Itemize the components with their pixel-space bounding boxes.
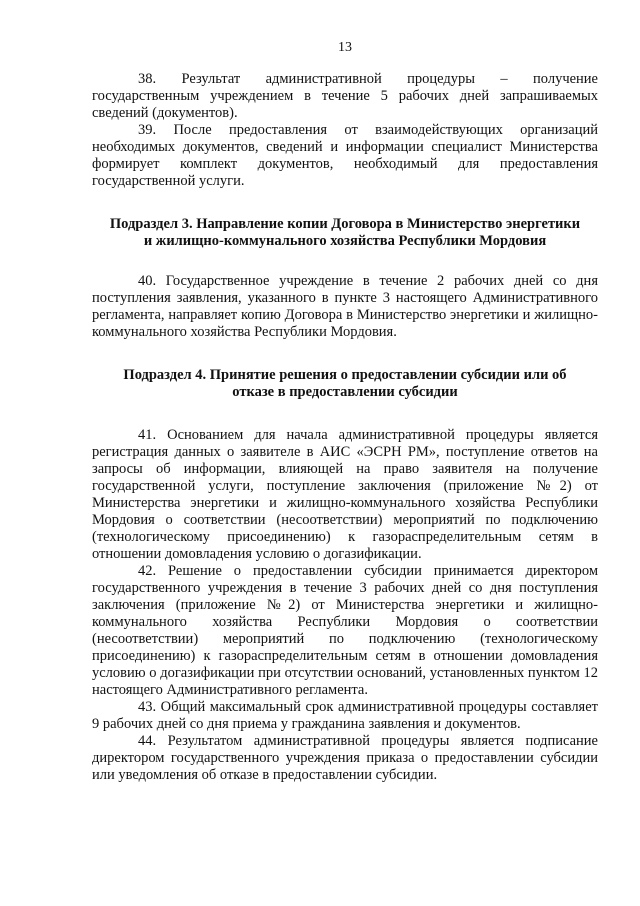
subsection-3-heading-line-2: и жилищно-коммунального хозяйства Республики Мордовия [143, 233, 547, 249]
paragraph-40: 40. Государственное учреждение в течение 2 рабочих дней со дня поступления заявления, указанного в пункте 3 настоящего Административного регламента, направляет копию Договора в Министерство энергетики и жилищно-коммунального хозяйства Республики Мордовия. [92, 273, 598, 340]
paragraph-44: 44. Результатом административной процедуры является подписание директором государственного учреждения приказа о предоставлении субсидии или уведомления об отказе в предоставлении субсидии. [92, 733, 598, 783]
page-number: 13 [338, 40, 352, 55]
paragraph-41: 41. Основанием для начала административной процедуры является регистрация данных о заявителе в АИС «ЭСРН РМ», поступление ответов на запросы об информации, влияющей на право заявителя на получение государственной услуги, поступление заключения (приложение №2) от Министерства энергетики и жилищно-коммунального хозяйства Республики Мордовия о соответствии (несоответствии) мероприятий по подключению (технологическому присоединению) к газораспределительным сетям в отношении домовладения условию о догазификации. [92, 427, 598, 562]
paragraph-38: 38. Результат административной процедуры – получение государственным учреждением в течение 5 рабочих дней запрашиваемых сведений (документов). [92, 71, 598, 121]
subsection-4-heading-line-2: отказе в предоставлении субсидии [232, 384, 458, 400]
paragraph-42: 42. Решение о предоставлении субсидии принимается директором государственного учреждения в течение 3 рабочих дней со дня поступления заключения (приложение №2) от Министерства энергетики и жилищно-коммунального хозяйства Республики Мордовия о соответствии (несоответствии) мероприятий по подключению (технологическому присоединению) к газораспределительным сетям в отношении домовладения условию о догазификации при отсутствии оснований, установленных пунктом 12 настоящего Административного регламента. [92, 563, 598, 698]
paragraph-43: 43. Общий максимальный срок административной процедуры составляет 9 рабочих дней со дня приема у гражданина заявления и документов. [92, 699, 598, 732]
subsection-3-heading-line-1: Подраздел 3. Направление копии Договора в Министерство энергетики [109, 216, 581, 232]
paragraph-39: 39. После предоставления от взаимодействующих организаций необходимых документов, сведений и информации специалист Министерства формирует комплект документов, необходимый для предоставления государственной услуги. [92, 122, 598, 189]
subsection-4-heading [92, 367, 598, 401]
subsection-4-heading-line-1: Подраздел 4. Принятие решения о предоставлении субсидии или об [123, 367, 567, 383]
subsection-3-heading [92, 216, 598, 250]
